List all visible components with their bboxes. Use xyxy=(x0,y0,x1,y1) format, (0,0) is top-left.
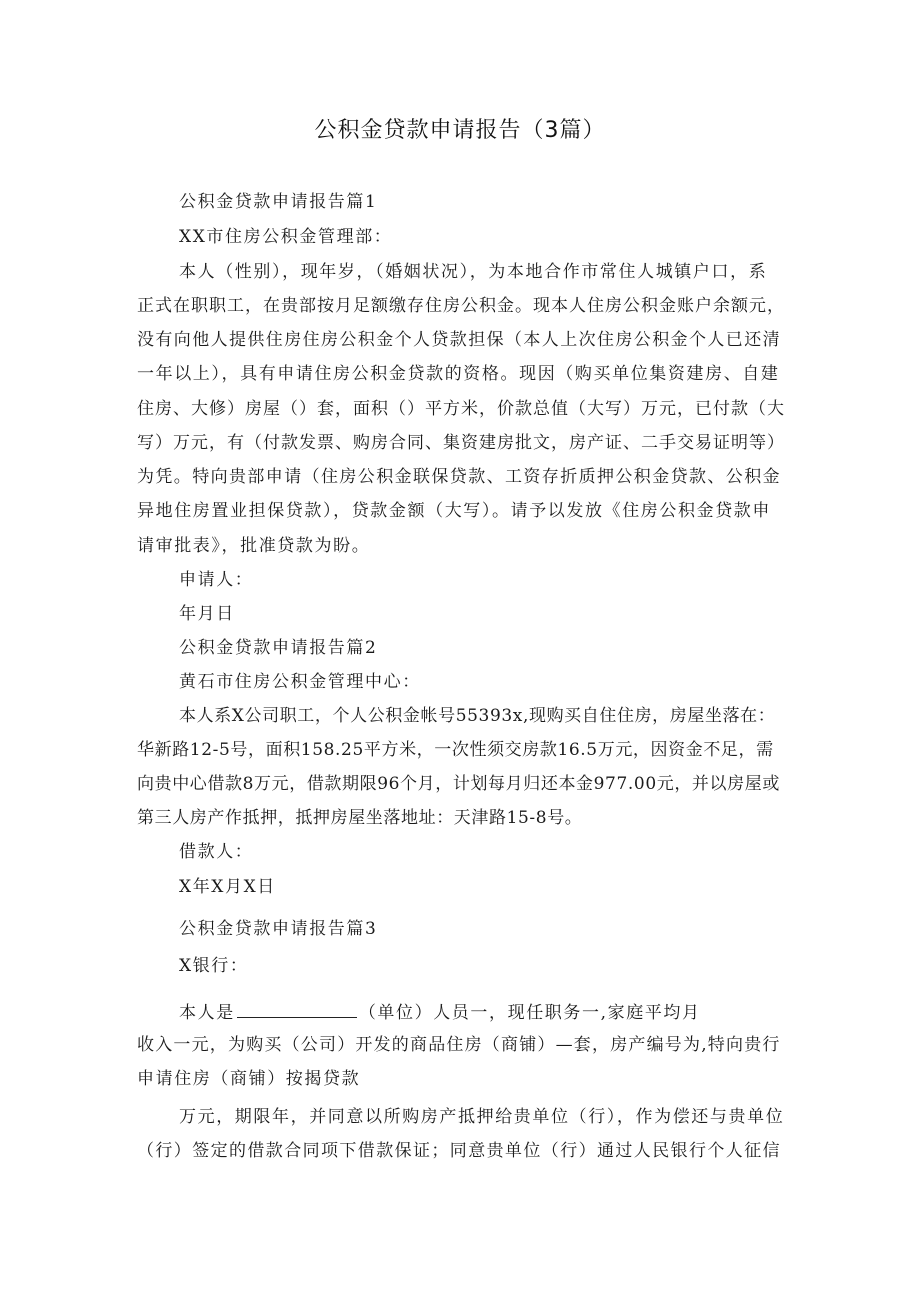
section-3-paragraph-line: 申请住房（商铺）按揭贷款 xyxy=(137,1069,361,1089)
section-2-borrower: 借款人： xyxy=(179,842,254,862)
section-2-addressee: 黄石市住房公积金管理中心： xyxy=(179,672,421,692)
section-1-paragraph-line: 正式在职职工，在贵部按月足额缴存住房公积金。现本人住房公积金账户余额元， xyxy=(137,296,785,316)
section-1-paragraph-line: 为凭。特向贵部申请（住房公积金联保贷款、工资存折质押公积金贷款、公积金 xyxy=(137,467,781,487)
section-2-paragraph-line: 华新路12-5号，面积158.25平方米，一次性须交房款16.5万元，因资金不足，需 xyxy=(137,740,774,760)
section-3-paragraph-line: （行）签定的借款合同项下借款保证；同意贵单位（行）通过人民银行个人征信 xyxy=(137,1141,781,1161)
section-2-paragraph-line: 本人系X公司职工，个人公积金帐号55393x,现购买自住住房，房屋坐落在： xyxy=(179,706,776,726)
section-2-paragraph-line: 向贵中心借款8万元，借款期限96个月，计划每月归还本金977.00元，并以房屋或 xyxy=(137,774,780,794)
section-2-date: X年X月X日 xyxy=(179,877,276,897)
section-3-paragraph-line xyxy=(179,1001,701,1024)
section-2-heading: 公积金贷款申请报告篇2 xyxy=(179,638,378,658)
section-3-paragraph-line: 收入一元，为购买（公司）开发的商品住房（商铺）—套，房产编号为,特向贵行 xyxy=(137,1035,781,1055)
section-1-paragraph-line: 写）万元，有（付款发票、购房合同、集资建房批文，房产证、二手交易证明等） xyxy=(137,433,785,453)
section-1-applicant: 申请人： xyxy=(179,570,254,590)
section-3-heading: 公积金贷款申请报告篇3 xyxy=(179,919,378,939)
section-1-paragraph-line: 本人（性别），现年岁，（婚姻状况），为本地合作市常住人城镇户口，系 xyxy=(179,262,768,282)
section-1-paragraph-line: 一年以上），具有申请住房公积金贷款的资格。现因（购买单位集资建房、自建 xyxy=(137,364,780,384)
section-1-paragraph-line: 请审批表》，批准贷款为盼。 xyxy=(137,536,371,556)
section-1-addressee: XX市住房公积金管理部： xyxy=(179,227,393,247)
section-2-paragraph-line: 第三人房产作抵押，抵押房屋坐落地址：天津路15-8号。 xyxy=(137,808,583,828)
section-1-date: 年月日 xyxy=(179,604,235,624)
section-3-paragraph-line: 万元，期限年，并同意以所购房产抵押给贵单位（行），作为偿还与贵单位 xyxy=(179,1107,785,1127)
section-1-paragraph-line: 没有向他人提供住房住房公积金个人贷款担保（本人上次住房公积金个人已还清 xyxy=(137,330,781,350)
section-3-line1-suffix: （单位）人员一，现任职务一,家庭平均月 xyxy=(358,1003,701,1023)
document-title: 公积金贷款申请报告（3篇） xyxy=(314,118,606,143)
section-1-paragraph-line: 异地住房置业担保贷款），贷款金额（大写）。请予以发放《住房公积金贷款申 xyxy=(137,501,771,521)
section-1-paragraph-line: 住房、大修）房屋（）套，面积（）平方米，价款总值（大写）万元，已付款（大 xyxy=(137,399,785,419)
section-1-heading: 公积金贷款申请报告篇1 xyxy=(179,192,378,212)
section-3-addressee: X银行： xyxy=(179,956,249,976)
blank-underline xyxy=(237,1001,357,1018)
section-3-line1-prefix: 本人是 xyxy=(179,1003,235,1023)
